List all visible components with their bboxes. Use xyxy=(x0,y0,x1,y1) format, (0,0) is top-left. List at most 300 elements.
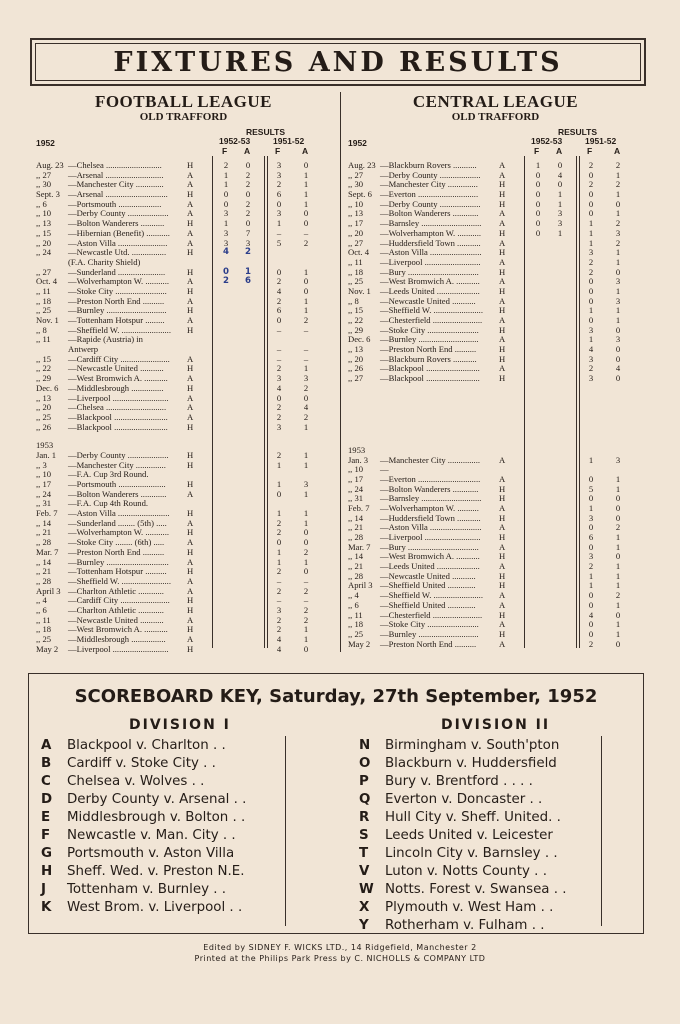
result-against-prev: 1 xyxy=(615,208,621,219)
result-for-prev: 2 xyxy=(276,179,282,190)
fixture-opponent: —Newcastle United ........... xyxy=(380,570,476,581)
result-against-prev: 1 xyxy=(615,315,621,325)
result-against-prev: 2 xyxy=(303,382,309,393)
result-for-current: 0 xyxy=(535,208,541,219)
scoreboard-letter: V xyxy=(359,864,370,879)
result-for-prev: 0 xyxy=(588,541,594,552)
fixture-venue: A xyxy=(499,473,506,484)
column-divider xyxy=(340,92,341,652)
fixture-venue: A xyxy=(187,634,194,644)
fixture-opponent: —Bolton Wanderers ............ xyxy=(68,488,167,499)
result-for-prev: 1 xyxy=(276,479,282,489)
result-against-prev: 1 xyxy=(303,459,309,470)
fixture-venue: A xyxy=(187,169,194,180)
scoreboard-fixture: Middlesbrough v. Bolton . . xyxy=(67,810,246,825)
fixture-venue: H xyxy=(499,324,506,335)
result-for-current: 3 xyxy=(223,227,229,238)
fixture-opponent: —Bury ................................. xyxy=(380,541,479,552)
result-against-prev: 1 xyxy=(303,634,309,644)
fixture-opponent: —Blackburn Rovers ........... xyxy=(380,353,477,364)
result-against-prev: – xyxy=(303,344,309,355)
result-for-prev: 0 xyxy=(588,522,594,533)
fixture-date: May 2 xyxy=(348,638,371,649)
fixtures-1953 xyxy=(348,456,643,650)
result-for-prev: 0 xyxy=(276,315,282,325)
result-for-prev: 0 xyxy=(588,198,594,209)
fixture-opponent: —Charlton Athletic ............ xyxy=(68,585,164,596)
result-for-prev: 3 xyxy=(588,247,594,258)
result-for-prev: 3 xyxy=(276,160,282,170)
fixture-venue: H xyxy=(499,373,506,384)
scoreboard-fixture: Birmingham v. South'pton xyxy=(385,738,560,753)
result-for-prev: 0 xyxy=(276,392,282,403)
fixture-date: ,, 14 xyxy=(348,551,364,562)
result-against-prev: 2 xyxy=(615,218,621,229)
fixture-venue: A xyxy=(499,522,506,533)
fixture-opponent: —Aston Villa ........................ xyxy=(380,522,482,533)
rule xyxy=(267,156,268,648)
fixture-venue: A xyxy=(187,179,194,190)
fixture-opponent: —Leeds United .................... xyxy=(380,285,480,296)
fixture-venue: H xyxy=(499,493,506,504)
scoreboard-letter: P xyxy=(359,774,369,789)
result-for-prev: 3 xyxy=(588,512,594,523)
fixture-date: Feb. 7 xyxy=(36,508,58,519)
result-for-current: 0 xyxy=(535,218,541,229)
fixture-opponent: —West Bromwich A. ........... xyxy=(68,373,168,384)
fixture-date: ,, 4 xyxy=(348,590,359,601)
fixture-opponent: — xyxy=(380,464,389,475)
result-for-current: 0 xyxy=(223,266,229,277)
result-against-prev: 0 xyxy=(303,160,309,170)
fixture-venue: A xyxy=(187,295,194,306)
fixture-opponent: —Manchester City ............... xyxy=(380,454,481,465)
fixture-venue: H xyxy=(499,353,506,364)
result-against-prev: 4 xyxy=(615,363,621,374)
fixture-opponent: —Huddersfield Town ........... xyxy=(380,237,481,248)
fixture-date: ,, 21 xyxy=(348,561,364,572)
result-against-prev: 0 xyxy=(615,198,621,209)
rule xyxy=(264,156,265,648)
fixture-date: ,, 29 xyxy=(348,324,364,335)
fixture-opponent: —West Bromwich A. ........... xyxy=(380,276,480,287)
year-break-label: 1953 xyxy=(36,440,54,451)
result-for-prev: 2 xyxy=(276,411,282,422)
result-for-prev: 2 xyxy=(588,363,594,374)
result-against-prev: 1 xyxy=(303,556,309,567)
result-against-prev: 3 xyxy=(615,295,621,306)
imprint-printer: Printed at the Philips Park Press by C. NICHOLLS & COMPANY LTD xyxy=(194,954,486,963)
fixture-venue: A xyxy=(187,208,194,219)
football-league-title: FOOTBALL LEAGUE xyxy=(94,92,273,111)
fixture-opponent: —Sheffield United ............. xyxy=(380,580,476,591)
fixture-opponent: —Bolton Wanderers ............ xyxy=(380,483,479,494)
fixture-venue: H xyxy=(187,643,194,654)
scoreboard-fixture: Chelsea v. Wolves . . xyxy=(67,774,205,789)
result-for-prev: 0 xyxy=(276,488,282,499)
fixture-opponent: —Charlton Athletic ............ xyxy=(68,604,164,615)
fixture-opponent: —Bolton Wanderers ............ xyxy=(380,208,479,219)
fixture-opponent: —Derby County ................... xyxy=(68,208,169,219)
result-for-current: 1 xyxy=(223,218,229,229)
fixture-date: ,, 24 xyxy=(36,488,52,499)
result-against-prev: 1 xyxy=(615,483,621,494)
result-against-prev: 1 xyxy=(303,449,309,460)
fixture-date: Jan. 3 xyxy=(348,454,369,465)
fixture-date: ,, 10 xyxy=(36,208,52,219)
scoreboard-fixture: Cardiff v. Stoke City . . xyxy=(67,756,216,771)
fixture-opponent: —Wolverhampton W. .......... xyxy=(380,502,479,513)
scoreboard-fixture: Luton v. Notts County . . xyxy=(385,864,547,879)
fixture-opponent: —Wolverhampton W. ........... xyxy=(380,227,481,238)
result-for-prev: 1 xyxy=(276,218,282,229)
fixture-venue: A xyxy=(499,237,506,248)
result-against-prev: 0 xyxy=(303,527,309,538)
title-frame xyxy=(30,38,646,86)
fixture-date: ,, 24 xyxy=(348,483,364,494)
fixture-opponent: —Derby County ................... xyxy=(380,169,481,180)
result-against-prev: 1 xyxy=(303,624,309,635)
fixture-date: ,, 11 xyxy=(36,334,51,345)
scoreboard-fixture: Lincoln City v. Barnsley . . xyxy=(385,846,558,861)
result-for-prev: 3 xyxy=(276,208,282,219)
fixture-venue: H xyxy=(499,580,506,591)
fixture-opponent: —Portsmouth .................... xyxy=(68,198,162,209)
fixture-venue: H xyxy=(187,449,194,460)
fixture-opponent: —Wolverhampton W. ........... xyxy=(68,276,169,287)
fixture-venue: H xyxy=(187,218,194,229)
fixture-date: ,, 15 xyxy=(348,305,364,316)
scoreboard-letter: F xyxy=(41,828,51,843)
result-against-prev: 2 xyxy=(303,315,309,325)
result-against-prev: 1 xyxy=(615,247,621,258)
scoreboard-title: SCOREBOARD KEY, Saturday, 27th September, 1952 xyxy=(74,686,598,707)
fixture-date: ,, 10 xyxy=(348,198,364,209)
fixture-opponent: —Newcastle United ........... xyxy=(68,363,164,374)
title-frame-inner xyxy=(35,43,641,81)
fixture-date: ,, 17 xyxy=(348,473,364,484)
fixture-date: ,, 8 xyxy=(348,295,359,306)
fixture-date: Feb. 7 xyxy=(348,502,370,513)
scoreboard-letter: O xyxy=(359,756,371,771)
scoreboard-letter: N xyxy=(359,738,371,753)
fixture-opponent: —Newcastle United ........... xyxy=(68,614,164,625)
fixture-opponent: —Chelsea ............................ xyxy=(68,402,167,413)
fixture-date: ,, 13 xyxy=(36,392,52,403)
scoreboard-letter: D xyxy=(41,792,53,807)
result-against-prev: 1 xyxy=(615,169,621,180)
result-for-prev: 5 xyxy=(588,483,594,494)
fixture-opponent: —Sheffield W. ....................... xyxy=(68,575,171,586)
result-for-prev: 1 xyxy=(276,556,282,567)
fixture-opponent: —Preston North End .......... xyxy=(380,638,477,649)
fixture-opponent: —Sheffield W. ....................... xyxy=(380,590,483,601)
fixture-date: ,, 27 xyxy=(348,169,364,180)
fixture-opponent: —Newcastle Utd. ................ xyxy=(68,247,167,258)
result-for-prev: 0 xyxy=(588,590,594,601)
fixture-venue: H xyxy=(187,479,194,489)
fixture-date: ,, 31 xyxy=(348,493,364,504)
result-against-prev: 0 xyxy=(615,638,621,649)
fixture-date: ,, 11 xyxy=(36,285,51,296)
col-a-prev: A xyxy=(302,146,309,156)
result-against-prev: 0 xyxy=(303,276,309,287)
fixture-venue: H xyxy=(187,459,194,470)
result-for-current: 0 xyxy=(223,198,229,209)
result-for-prev: 0 xyxy=(588,315,594,325)
result-against-current: 2 xyxy=(245,179,251,190)
fixture-opponent: —Liverpool .......................... xyxy=(68,643,169,654)
fixture-date: ,, 4 xyxy=(36,595,47,606)
result-for-prev: 3 xyxy=(588,551,594,562)
fixture-date: ,, 25 xyxy=(348,628,364,639)
result-against-prev: 2 xyxy=(615,160,621,170)
result-for-prev: 1 xyxy=(588,454,594,465)
result-for-prev: 3 xyxy=(276,421,282,432)
fixture-venue: A xyxy=(187,402,194,413)
result-for-prev: 4 xyxy=(588,344,594,355)
result-for-prev: 1 xyxy=(588,580,594,591)
fixture-date: ,, 17 xyxy=(36,479,52,489)
result-against-prev: 2 xyxy=(615,179,621,190)
scoreboard-fixture: Blackburn v. Huddersfield xyxy=(385,756,557,771)
result-for-prev: 2 xyxy=(276,585,282,596)
result-for-prev: 1 xyxy=(588,570,594,581)
football-league-section xyxy=(36,92,331,654)
fixture-venue: H xyxy=(187,421,194,432)
fixture-venue: H xyxy=(187,527,194,538)
fixture-date: ,, 21 xyxy=(36,527,52,538)
page-title: FIXTURES AND RESULTS xyxy=(113,46,563,78)
fixture-venue: A xyxy=(499,454,506,465)
fixture-opponent: —Blackpool ......................... xyxy=(380,363,480,374)
result-for-prev: 0 xyxy=(276,266,282,277)
result-for-prev: – xyxy=(276,344,282,355)
season-year-label: 1952 xyxy=(36,138,55,148)
fixture-opponent: —Sheffield W. ....................... xyxy=(380,305,483,316)
result-for-prev: 0 xyxy=(588,285,594,296)
result-for-prev: 2 xyxy=(276,363,282,374)
fixture-date: ,, 18 xyxy=(348,266,364,277)
result-against-prev: 0 xyxy=(615,502,621,513)
result-for-prev: 0 xyxy=(588,619,594,630)
result-against-current: 2 xyxy=(245,169,251,180)
result-for-prev: 2 xyxy=(276,624,282,635)
result-for-prev: 0 xyxy=(588,208,594,219)
result-for-prev: 0 xyxy=(588,189,594,200)
result-against-prev: 3 xyxy=(615,334,621,345)
result-against-prev: 2 xyxy=(615,522,621,533)
fixture-venue: A xyxy=(187,575,194,586)
result-against-current: 7 xyxy=(245,227,251,238)
fixture-venue: H xyxy=(499,628,506,639)
fixture-date: ,, 22 xyxy=(348,315,364,325)
rule xyxy=(212,156,213,648)
fixture-opponent: (F.A. Charity Shield) xyxy=(68,256,141,267)
fixture-opponent: —West Bromwich A. ........... xyxy=(380,551,480,562)
season-current-label: 1952-53 xyxy=(531,136,563,146)
result-for-prev: 0 xyxy=(588,169,594,180)
fixture-date: Dec. 6 xyxy=(348,334,371,345)
result-for-prev: – xyxy=(276,353,282,364)
fixture-opponent: —Burnley ............................ xyxy=(380,628,479,639)
result-against-prev: 0 xyxy=(615,373,621,384)
fixture-venue: A xyxy=(187,198,194,209)
result-for-prev: 3 xyxy=(276,169,282,180)
fixture-opponent: —Blackpool ......................... xyxy=(68,411,168,422)
fixture-opponent: —Chelsea .......................... xyxy=(68,160,162,170)
col-a-current: A xyxy=(244,146,251,156)
result-against-current: 1 xyxy=(557,227,563,238)
result-against-prev: 1 xyxy=(615,599,621,610)
result-for-prev: 4 xyxy=(588,609,594,620)
fixture-venue: A xyxy=(187,373,194,384)
result-for-prev: 2 xyxy=(276,517,282,528)
scoreboard-letter: Q xyxy=(359,792,371,807)
fixture-date: ,, 22 xyxy=(36,363,52,374)
fixture-venue: A xyxy=(499,295,506,306)
fixture-venue: H xyxy=(187,604,194,615)
fixture-opponent: —Aston Villa ....................... xyxy=(68,237,168,248)
result-for-prev: – xyxy=(276,227,282,238)
fixture-row xyxy=(348,456,643,466)
result-against-prev: 3 xyxy=(303,373,309,384)
result-against-prev: 0 xyxy=(615,609,621,620)
scoreboard-letter: H xyxy=(41,864,53,879)
fixture-date: ,, 11 xyxy=(348,256,363,267)
fixture-venue: A xyxy=(499,561,506,572)
fixture-date: Aug. 23 xyxy=(348,160,376,170)
imprint xyxy=(0,942,680,964)
fixture-venue: H xyxy=(499,483,506,494)
year-break-label: 1953 xyxy=(348,444,366,455)
result-for-prev: 0 xyxy=(276,198,282,209)
fixture-opponent: —Newcastle United ........... xyxy=(380,295,476,306)
result-against-prev: 1 xyxy=(615,473,621,484)
result-for-prev: 4 xyxy=(276,285,282,296)
result-against-prev: 1 xyxy=(615,561,621,572)
scoreboard-letter: T xyxy=(359,846,369,861)
result-against-prev: 1 xyxy=(303,179,309,190)
fixture-venue: H xyxy=(187,305,194,316)
fixture-date: ,, 13 xyxy=(348,344,364,355)
season-current-label: 1952-53 xyxy=(219,136,251,146)
fixture-date: ,, 6 xyxy=(36,604,47,615)
fixture-opponent: —Middlesbrough ............... xyxy=(68,382,164,393)
result-for-prev: 1 xyxy=(588,334,594,345)
fixture-venue: H xyxy=(187,160,194,170)
result-for-prev: 3 xyxy=(276,604,282,615)
fixture-venue: H xyxy=(187,363,194,374)
result-against-current: 0 xyxy=(245,160,251,170)
col-f-current: F xyxy=(534,146,540,156)
result-for-current: 0 xyxy=(535,169,541,180)
fixture-date: ,, 14 xyxy=(348,512,364,523)
result-for-current: 0 xyxy=(223,189,229,200)
result-against-current: 1 xyxy=(245,266,251,277)
fixture-date: ,, 25 xyxy=(36,634,52,644)
fixture-date: ,, 6 xyxy=(36,198,47,209)
rule xyxy=(285,736,286,926)
fixture-date: ,, 18 xyxy=(348,619,364,630)
fixture-venue: A xyxy=(187,315,194,325)
fixture-venue: A xyxy=(187,353,194,364)
scoreboard-letter: C xyxy=(41,774,51,789)
fixture-venue: H xyxy=(499,344,506,355)
fixture-venue: A xyxy=(499,169,506,180)
football-league-venue: OLD TRAFFORD xyxy=(139,111,228,123)
fixture-opponent: —Sheffield United ............. xyxy=(380,599,476,610)
result-for-prev: – xyxy=(276,324,282,335)
result-against-current: 0 xyxy=(245,189,251,200)
result-for-current: 0 xyxy=(535,227,541,238)
result-for-current: 2 xyxy=(223,160,229,170)
fixture-date: April 3 xyxy=(36,585,61,596)
fixture-venue: A xyxy=(499,315,506,325)
result-against-current: 0 xyxy=(557,160,563,170)
fixture-opponent: —Stoke City ........................ xyxy=(380,619,479,630)
fixture-venue: H xyxy=(499,570,506,581)
col-a-current: A xyxy=(556,146,563,156)
rule xyxy=(601,736,602,926)
scoreboard-fixture: Tottenham v. Burnley . . xyxy=(67,882,227,897)
season-prev-label: 1951-52 xyxy=(585,136,617,146)
result-against-prev: 2 xyxy=(303,237,309,248)
result-for-prev: 4 xyxy=(276,643,282,654)
fixture-date: ,, 27 xyxy=(36,169,52,180)
result-for-prev: 1 xyxy=(276,546,282,557)
fixture-venue: H xyxy=(499,532,506,542)
result-for-prev: 2 xyxy=(276,527,282,538)
rule xyxy=(524,156,525,648)
fixture-opponent: —Liverpool .......................... xyxy=(380,256,481,267)
fixture-date: ,, 10 xyxy=(36,469,52,480)
fixture-opponent: Antwerp xyxy=(68,344,99,355)
rule xyxy=(579,156,580,648)
fixture-opponent: —Manchester City .............. xyxy=(68,459,166,470)
fixture-opponent: —Everton ............................. xyxy=(380,473,481,484)
fixture-venue: A xyxy=(499,276,506,287)
fixture-venue: A xyxy=(499,541,506,552)
result-against-current: 4 xyxy=(557,169,563,180)
fixture-venue: H xyxy=(499,227,506,238)
fixture-date: ,, 27 xyxy=(36,266,52,277)
fixture-date: ,, 13 xyxy=(36,218,52,229)
scoreboard-fixture: Notts. Forest v. Swansea . . xyxy=(385,882,567,897)
fixture-venue: H xyxy=(187,595,194,606)
fixture-opponent: —Liverpool .......................... xyxy=(380,532,481,542)
result-against-current: 1 xyxy=(557,189,563,200)
fixture-date: Mar. 7 xyxy=(348,541,371,552)
result-against-prev: 0 xyxy=(303,537,309,548)
result-against-prev: 1 xyxy=(303,305,309,316)
fixture-opponent: —Liverpool .......................... xyxy=(68,392,169,403)
fixture-date: ,, 20 xyxy=(36,237,52,248)
fixture-date: ,, 30 xyxy=(348,179,364,190)
scoreboard-fixture: Bury v. Brentford . . . . xyxy=(385,774,533,789)
season-prev-label: 1951-52 xyxy=(273,136,305,146)
fixture-date: Sept. 3 xyxy=(36,189,60,200)
fixture-date: ,, 28 xyxy=(36,575,52,586)
result-for-prev: – xyxy=(276,595,282,606)
fixture-date: ,, 25 xyxy=(36,305,52,316)
scoreboard-fixture: West Brom. v. Liverpool . . xyxy=(67,900,243,915)
fixture-row xyxy=(348,374,643,384)
fixture-opponent: —Bury ................................. xyxy=(380,266,479,277)
division-1-title: DIVISION I xyxy=(129,717,231,733)
scoreboard-letter: G xyxy=(41,846,52,861)
scoreboard-letter: S xyxy=(359,828,369,843)
